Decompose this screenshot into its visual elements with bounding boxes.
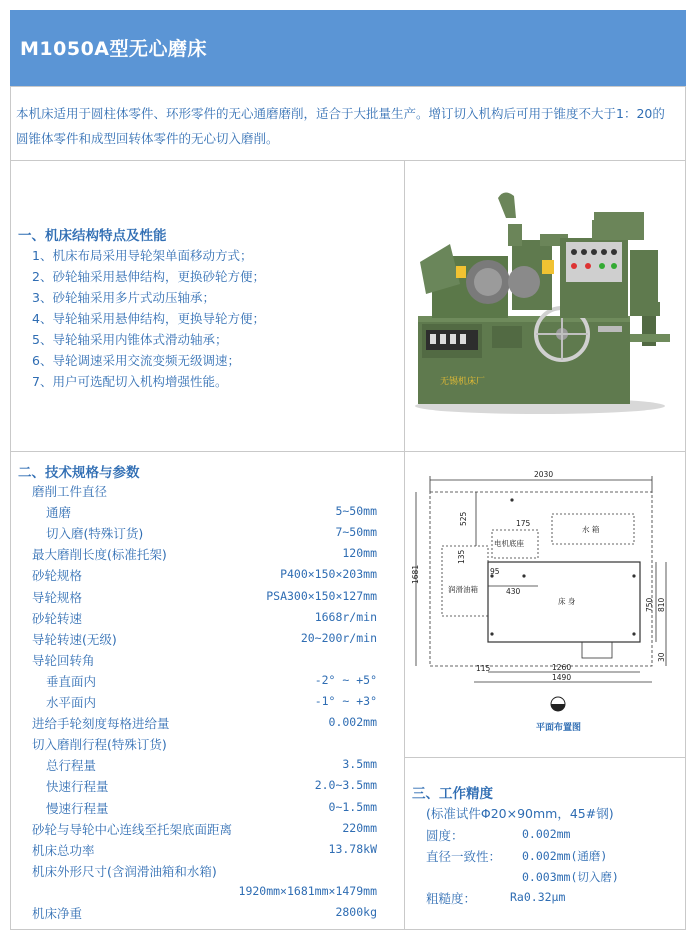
feature-item: 5、导轮轴采用内锥体式滑动轴承； <box>32 332 228 347</box>
spec-value: -2° ~ +5° <box>314 672 377 687</box>
dim-total-width: 2030 <box>534 470 554 479</box>
accuracy-consistency <box>426 847 608 865</box>
spec-row <box>32 545 377 566</box>
dim-750: 750 <box>645 597 654 612</box>
spec-value: 7~50mm <box>335 525 377 540</box>
plan-caption: 平面布置图 <box>536 723 582 733</box>
spec-row <box>32 524 377 545</box>
spec-row <box>32 735 377 756</box>
specs-title: 二、技术规格与参数 <box>18 465 140 481</box>
dim-30: 30 <box>657 652 666 662</box>
roundness-label: 圆度： <box>426 828 464 843</box>
spec-label: 水平面内 <box>46 695 97 710</box>
spec-row <box>32 588 377 609</box>
feature-item: 2、砂轮轴采用悬伸结构，更换砂轮方便； <box>32 269 265 284</box>
spec-label: 慢速行程量 <box>46 800 109 816</box>
spec-label: 砂轮规格 <box>32 568 83 584</box>
dim-95: 95 <box>490 567 500 576</box>
consistency-value-2: 0.003mm(切入磨) <box>522 870 619 884</box>
spec-value: 13.78kW <box>328 841 377 856</box>
divider <box>10 160 686 161</box>
dim-115: 115 <box>476 664 491 673</box>
spec-value: PSA300×150×127mm <box>266 588 377 603</box>
spec-label: 切入磨(特殊订货) <box>46 526 144 542</box>
spec-value: 3.5mm <box>342 757 377 772</box>
spec-row <box>32 672 377 693</box>
spec-value: 120mm <box>342 546 377 561</box>
accuracy-subtitle: (标准试件Φ20×90mm，45#钢) <box>426 806 614 821</box>
spec-value: 20~200r/min <box>300 630 377 645</box>
dim-depth: 1681 <box>411 564 420 584</box>
spec-row <box>32 820 377 841</box>
feature-item: 6、导轮调速采用交流变频无级调速； <box>32 353 240 368</box>
spec-value: P400×150×203mm <box>280 567 377 582</box>
spec-label: 导轮转速(无级) <box>32 631 117 647</box>
feature-item: 1、机床布局采用导轮架单面移动方式； <box>32 248 253 263</box>
spec-label: 机床净重 <box>32 906 83 921</box>
features-title: 一、机床结构特点及性能 <box>18 228 167 244</box>
dim-135: 135 <box>457 549 466 564</box>
spec-row <box>32 566 377 587</box>
spec-label: 砂轮转速 <box>32 610 83 626</box>
label-motor-base: 电机底座 <box>494 539 524 548</box>
column-divider <box>404 160 405 930</box>
spec-value: 220mm <box>342 820 377 835</box>
spec-value: 1920mm×1681mm×1479mm <box>238 883 377 898</box>
spec-row <box>32 482 377 503</box>
spec-row <box>32 799 377 820</box>
spec-value: 0~1.5mm <box>328 799 377 814</box>
dim-810: 810 <box>657 597 666 612</box>
page-title: M1050A型无心磨床 <box>20 38 207 60</box>
spec-row <box>32 904 377 925</box>
spec-row <box>32 756 377 777</box>
accuracy-roughness <box>426 889 566 907</box>
dim-175: 175 <box>516 519 531 528</box>
spec-label: 通磨 <box>46 505 72 521</box>
feature-item: 7、用户可选配切入机构增强性能。 <box>32 374 228 389</box>
divider <box>10 86 686 87</box>
spec-row <box>32 883 377 904</box>
dim-430: 430 <box>506 587 521 596</box>
spec-row <box>32 651 377 672</box>
roundness-value: 0.002mm <box>522 827 571 841</box>
intro-text: 本机床适用于圆柱体零件、环形零件的无心通磨磨削，适合于大批量生产。增订切入机构后可用于锥度不大于1：20的圆锥体零件和成型回转体零件的无心切入磨削。 <box>16 106 665 146</box>
spec-row <box>32 630 377 651</box>
title-bar <box>10 10 686 86</box>
spec-value: 5~50mm <box>335 504 377 519</box>
feature-item: 3、砂轮轴采用多片式动压轴承； <box>32 290 215 305</box>
floor-plan <box>412 466 674 738</box>
spec-value: 2.0~3.5mm <box>314 778 377 793</box>
label-water-tank: 水 箱 <box>582 525 600 534</box>
dim-1490: 1490 <box>552 673 572 682</box>
spec-value: 0.002mm <box>328 715 377 730</box>
nameplate-text: 无锡机床厂 <box>440 377 486 387</box>
machine-photo <box>412 184 669 417</box>
spec-row <box>32 693 377 714</box>
spec-value: 1668r/min <box>314 609 377 624</box>
consistency-value-1: 0.002mm(通磨) <box>522 849 608 863</box>
spec-label: 导轮规格 <box>32 589 83 605</box>
spec-label: 进给手轮刻度每格进给量 <box>32 716 170 732</box>
spec-row <box>32 862 377 883</box>
spec-label: 垂直面内 <box>46 673 97 689</box>
spec-label: 切入磨削行程(特殊订货) <box>32 737 167 753</box>
spec-row <box>32 609 377 630</box>
spec-label: 导轮回转角 <box>32 652 95 668</box>
spec-row <box>32 841 377 862</box>
spec-row <box>32 503 377 524</box>
spec-value: -1° ~ +3° <box>314 694 377 708</box>
spec-label: 最大磨削长度(标准托架) <box>32 547 167 563</box>
spec-label: 机床总功率 <box>32 842 95 858</box>
feature-item: 4、导轮轴采用悬伸结构，更换导轮方便； <box>32 311 265 326</box>
divider <box>10 451 686 452</box>
spec-label: 砂轮与导轮中心连线至托架底面距离 <box>32 821 233 837</box>
accuracy-title: 三、工作精度 <box>412 786 493 802</box>
spec-value: 2800kg <box>335 905 377 919</box>
accuracy-roundness <box>426 826 571 844</box>
spec-row <box>32 714 377 735</box>
label-oil-tank: 润滑油箱 <box>448 585 478 594</box>
spec-label: 总行程量 <box>46 758 97 774</box>
consistency-label: 直径一致性： <box>426 849 502 864</box>
roughness-value: Ra0.32μm <box>510 890 566 904</box>
divider <box>404 757 686 758</box>
spec-label: 磨削工件直径 <box>32 484 108 499</box>
dim-525: 525 <box>459 511 468 526</box>
spec-row <box>32 777 377 798</box>
dim-1260: 1260 <box>552 663 572 672</box>
roughness-label: 粗糙度： <box>426 891 477 906</box>
spec-label: 快速行程量 <box>46 779 109 795</box>
spec-label: 机床外形尺寸(含润滑油箱和水箱) <box>32 863 217 879</box>
label-bed: 床 身 <box>558 597 576 606</box>
